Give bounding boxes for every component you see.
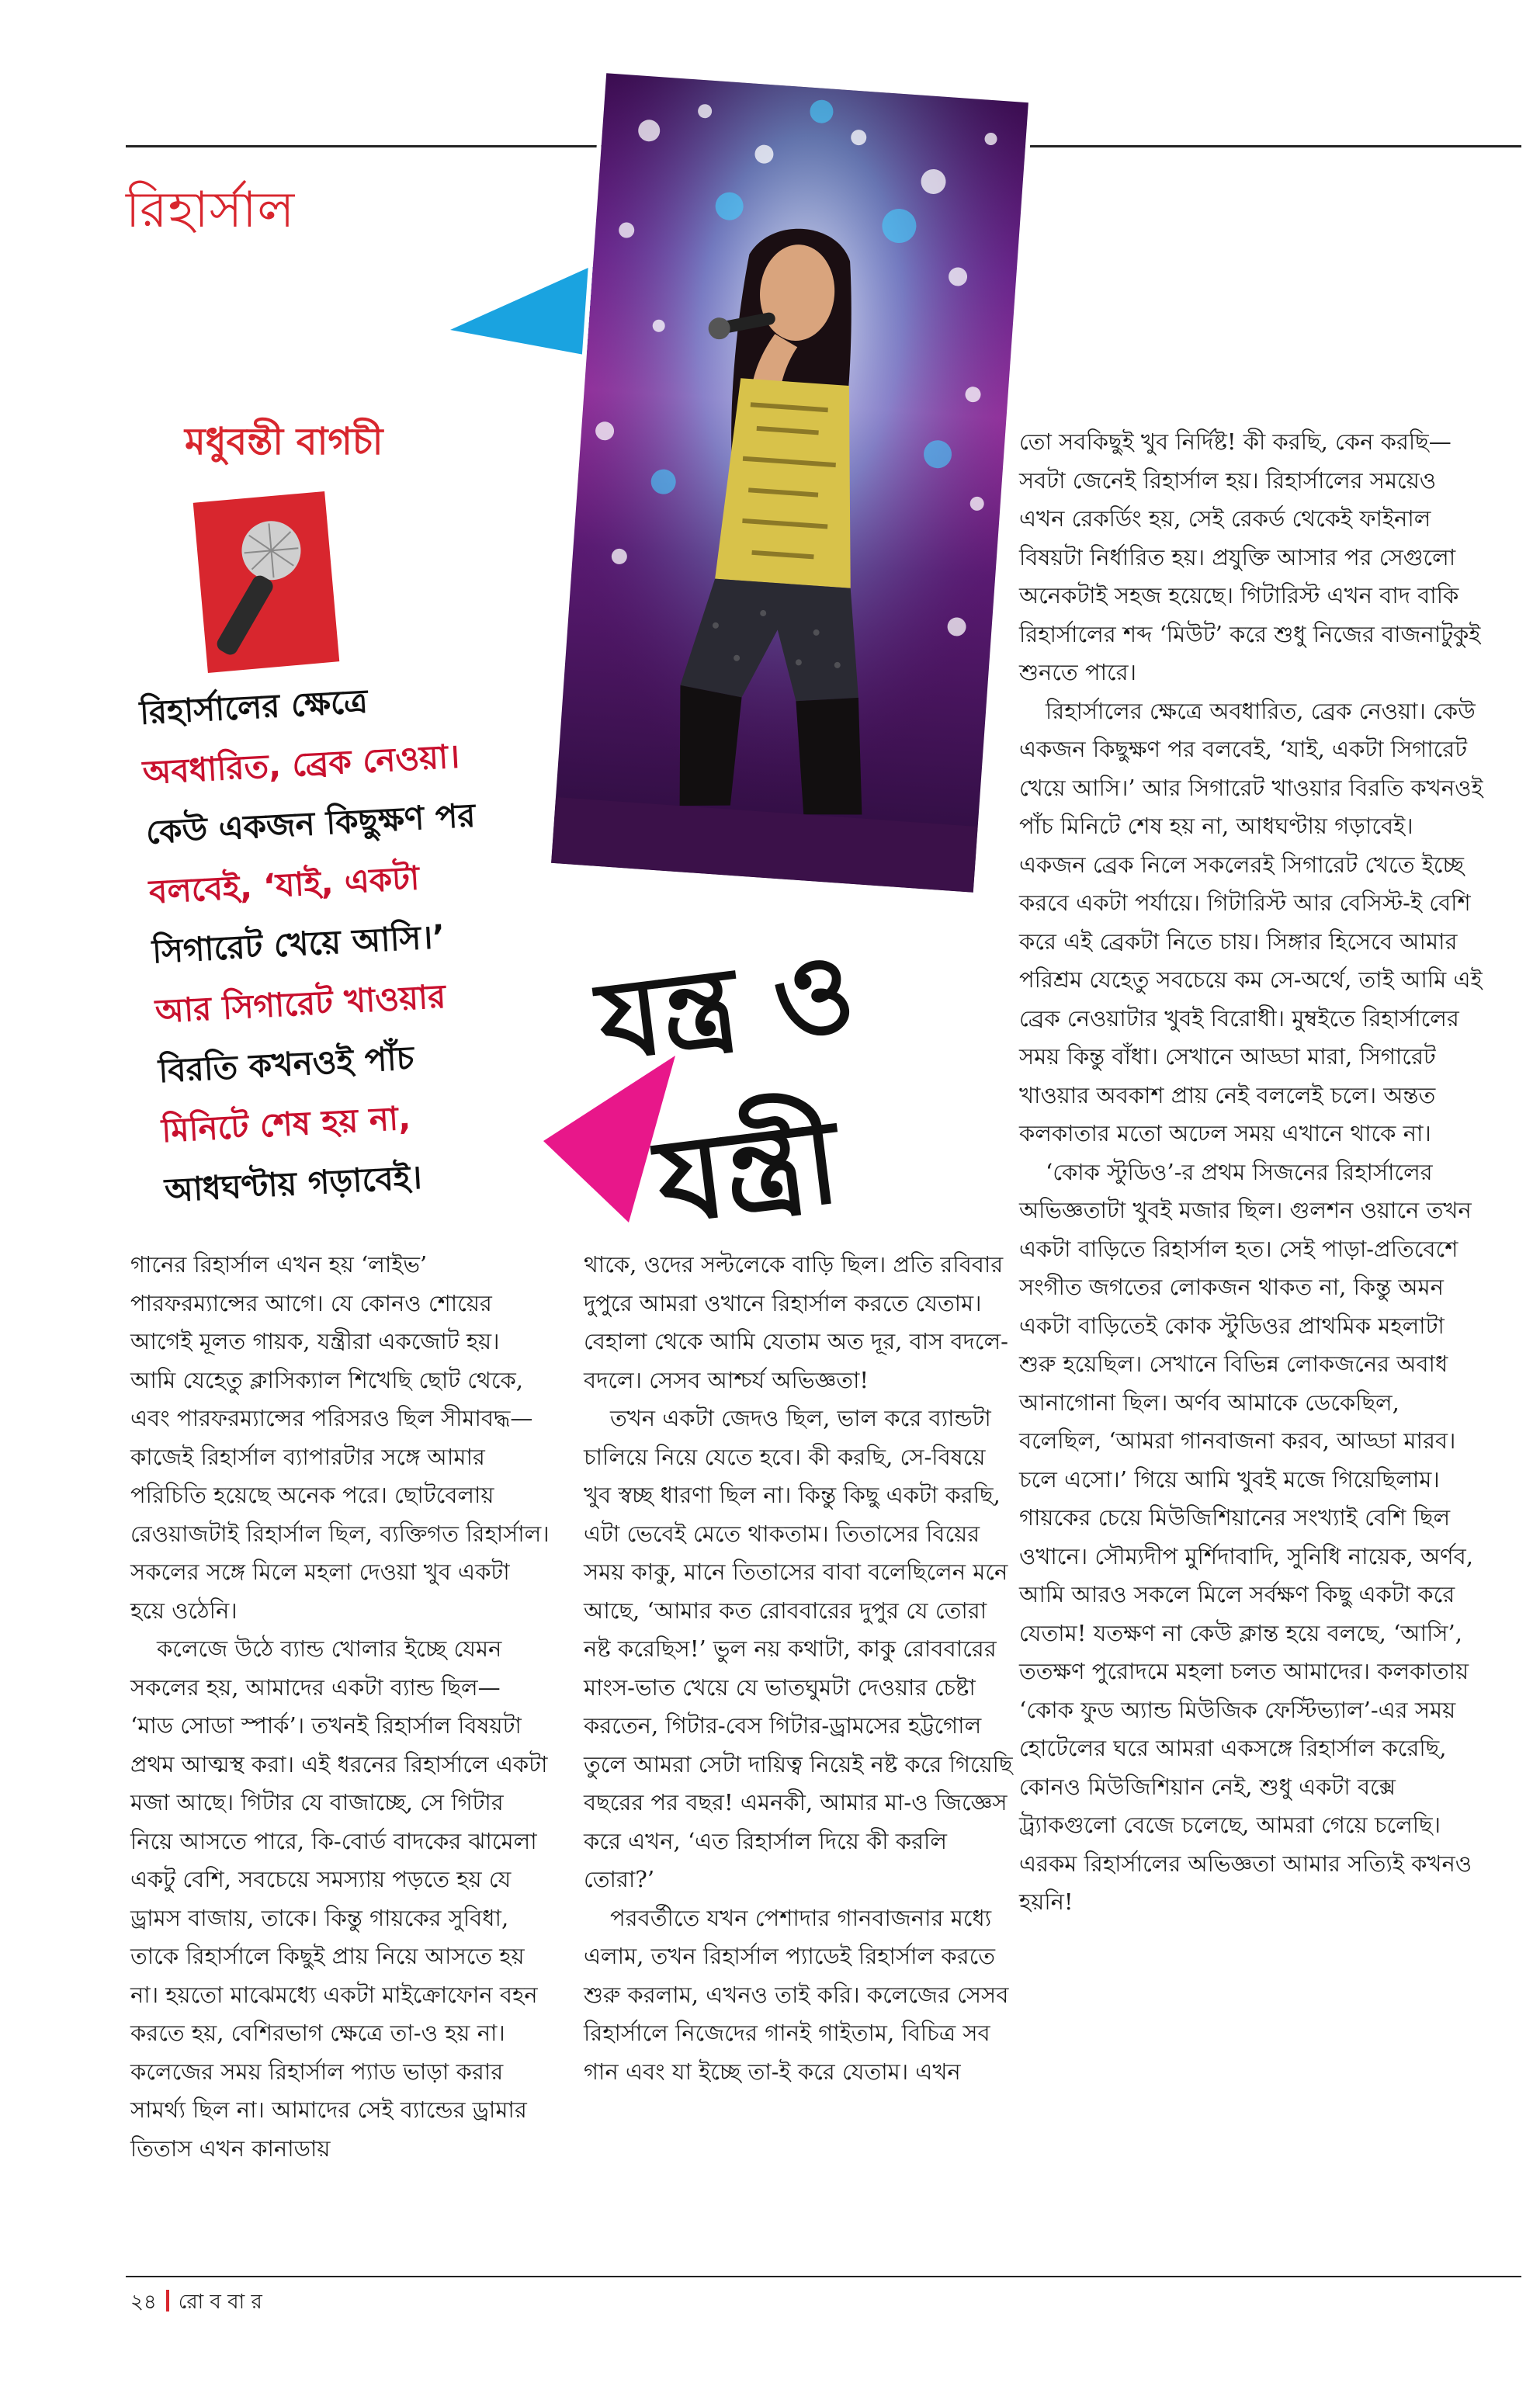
paragraph: তো সবকিছুই খুব নির্দিষ্ট! কী করছি, কেন করছি— সবটা জেনেই রিহার্সাল হয়। রিহার্সালের সময়েও এখন রেকর্ডিং হয়, সেই রেকর্ড থেকেই ফাইনাল বিষয়টা নির্ধারিত হয়। প্রযুক্তি আসার পর সেগুলো অনেকটাই সহজ হয়েছে। গিটারিস্ট এখন বাদ বাকি রিহার্সালের শব্দ ‘মিউট’ করে শুধু নিজের বাজনাটুকুই শুনতে পারে। (1019, 428, 1481, 685)
microphone-icon-box (193, 491, 340, 673)
paragraph: থাকে, ওদের সল্টলেকে বাড়ি ছিল। প্রতি রবিবার দুপুরে আমরা ওখানে রিহার্সাল করতে যেতাম। বেহালা থেকে আমি যেতাম অত দূর, বাস বদলে-বদলে। সেসব আশ্চর্য অভিজ্ঞতা! (584, 1251, 1008, 1393)
paragraph: কলেজে উঠে ব্যান্ড খোলার ইচ্ছে যেমন সকলের হয়, আমাদের একটা ব্যান্ড ছিল— ‘মাড সোডা স্পার্ক’। তখনই রিহার্সাল বিষয়টা প্রথম আত্মস্থ করা। এই ধরনের রিহার্সালে একটা মজা আছে। গিটার যে বাজাচ্ছে, সে গিটার নিয়ে আসতে পারে, কি-বোর্ড বাদকের ঝামেলা একটু বেশি, সবচেয়ে সমস্যায় পড়তে হয় যে ড্রামস বাজায়, তাকে। কিন্তু গায়কের সুবিধা, তাকে রিহার্সালে কিছুই প্রায় নিয়ে আসতে হয় না। হয়তো মাঝেমধ্যে একটা মাইক্রোফোন বহন করতে হয়, বেশিরভাগ ক্ষেত্রে তা-ও হয় না। কলেজের সময় রিহার্সাল প্যাড ভাড়া করার সামর্থ্য ছিল না। আমাদের সেই ব্যান্ডের ড্রামার তিতাস এখন কানাডায় (130, 1635, 548, 2162)
headline-line-1: যন্ত্র ও (591, 928, 862, 1086)
pull-quote-line: আধঘণ্টায় গড়াবেই। (163, 1157, 423, 1210)
paragraph: তখন একটা জেদও ছিল, ভাল করে ব্যান্ডটা চালিয়ে নিয়ে যেতে হবে। কী করছি, সে-বিষয়ে খুব স্বচ্ছ ধারণা ছিল না। কিন্তু কিছু একটা করছি, এটা ভেবেই মেতে থাকতাম। তিতাসের বিয়ের সময় কাকু, মানে তিতাসের বাবা বলেছিলেন মনে আছে, ‘আমার কত রোববারের দুপুর যে তোরা নষ্ট করেছিস!’ ভুল নয় কথাটা, কাকু রোববারের মাংস-ভাত খেয়ে যে ভাতঘুমটা দেওয়ার চেষ্টা করতেন, গিটার-বেস গিটার-ড্রামসের হট্টগোল তুলে আমরা সেটা দায়িত্ব নিয়েই নষ্ট করে গিয়েছি বছরের পর বছর! এমনকী, আমার মা-ও জিজ্ঞেস করে এখন, ‘এত রিহার্সাল দিয়ে কী করলি তোরা?’ (584, 1405, 1013, 1892)
microphone-icon (193, 491, 340, 673)
singer-illustration (551, 73, 1028, 893)
page-number: ২৪ (130, 2291, 157, 2314)
pull-quote-line: বিরতি কখনওই পাঁচ (157, 1039, 415, 1091)
section-label: রিহার্সাল (126, 182, 296, 239)
paragraph: ‘কোক স্টুডিও’-র প্রথম সিজনের রিহার্সালের অভিজ্ঞতাটা খুবই মজার ছিল। গুলশন ওয়ানে তখন একটা বাড়িতে রিহার্সাল হত। সেই পাড়া-প্রতিবেশে সংগীত জগতের লোকজন থাকত না, কিন্তু অমন একটা বাড়িতেই কোক স্টুডিওর প্রাথমিক মহলাটা শুরু হয়েছিল। সেখানে বিভিন্ন লোকজনের অবাধ আনাগোনা ছিল। অর্ণব আমাকে ডেকেছিল, বলেছিল, ‘আমরা গানবাজনা করব, আড্ডা মারব। চলে এসো।’ গিয়ে আমি খুবই মজে গিয়েছিলাম। গায়কের চেয়ে মিউজিশিয়ানের সংখ্যাই বেশি ছিল ওখানে। সৌম্যদীপ মুর্শিদাবাদি, সুনিধি নায়েক, অর্ণব, আমি আরও সকলে মিলে সর্বক্ষণ কিছু একটা করে যেতাম! যতক্ষণ না কেউ ক্লান্ত হয়ে বলছে, ‘আসি’, ততক্ষণ পুরোদমে মহলা চলত আমাদের। কলকাতায় ‘কোক ফুড অ্যান্ড মিউজিক ফেস্টিভ্যাল’-এর সময় হোটেলের ঘরে আমরা একসঙ্গে রিহার্সাল করেছি, কোনও মিউজিশিয়ান নেই, শুধু একটা বক্সে ট্র্যাকগুলো বেজে চলেছে, আমরা গেয়ে চলেছি। এরকম রিহার্সালের অভিজ্ঞতা আমার সত্যিই কখনও হয়নি! (1019, 1158, 1473, 1915)
page-footer (130, 2286, 262, 2320)
publication-name: রো ব বা র (178, 2291, 262, 2314)
pull-quote-line: বলবেই, ‘যাই, একটা (147, 858, 421, 911)
author-name: মধুবন্তী বাগচী (185, 420, 383, 463)
paragraph: গানের রিহার্সাল এখন হয় ‘লাইভ’ পারফরম্যান্সের আগে। যে কোনও শোয়ের আগেই মূলত গায়ক, যন্ত্রীরা একজোট হয়। আমি যেহেতু ক্লাসিক্যাল শিখেছি ছোট থেকে, এবং পারফরম্যান্সের পরিসরও ছিল সীমাবদ্ধ— কাজেই রিহার্সাল ব্যাপারটার সঙ্গে আমার পরিচিতি হয়েছে অনেক পরে। ছোটবেলায় রেওয়াজটাই রিহার্সাল ছিল, ব্যক্তিগত রিহার্সাল। সকলের সঙ্গে মিলে মহলা দেওয়া খুব একটা হয়ে ওঠেনি। (130, 1251, 550, 1624)
pull-quote-line: আর সিগারেট খাওয়ার (154, 976, 447, 1031)
body-column-right (1019, 423, 1485, 1922)
pull-quote-line: সিগারেট খেয়ে আসি।’ (151, 917, 446, 971)
body-column-middle (584, 1246, 1018, 2091)
paragraph: রিহার্সালের ক্ষেত্রে অবধারিত, ব্রেক নেওয়া। কেউ একজন কিছুক্ষণ পর বলবেই, ‘যাই, একটা সিগারেট খেয়ে আসি।’ আর সিগারেট খাওয়ার বিরতি কখনওই পাঁচ মিনিটে শেষ হয় না, আধঘণ্টায় গড়াবেই। একজন ব্রেক নিলে সকলেরই সিগারেট খেতে ইচ্ছে করবে একটা পর্যায়ে। গিটারিস্ট আর বেসিস্ট-ই বেশি করে এই ব্রেকটা নিতে চায়। সিঙ্গার হিসেবে আমার পরিশ্রম যেহেতু সবচেয়ে কম সে-অর্থে, তাই আমি এই ব্রেক নেওয়াটার খুবই বিরোধী। মুম্বইতে রিহার্সালের সময় কিন্তু বাঁধা। সেখানে আড্ডা মারা, সিগারেট খাওয়ার অবকাশ প্রায় নেই বললেই চলে। অন্তত কলকাতার মতো অঢেল সময় এখানে থাকে না। (1019, 697, 1483, 1146)
headline-line-2: যন্ত্রী (650, 1094, 847, 1250)
pull-quote-line: রিহার্সালের ক্ষেত্রে (138, 681, 369, 732)
pull-quote-line: মিনিটে শেষ হয় না, (160, 1098, 412, 1150)
pull-quote-line: কেউ একজন কিছুক্ষণ পর (144, 796, 477, 851)
singer-photo (551, 73, 1028, 893)
paragraph: পরবর্তীতে যখন পেশাদার গানবাজনার মধ্যে এলাম, তখন রিহার্সাল প্যাডেই রিহার্সাল করতে শুরু করলাম, এখনও তাই করি। কলেজের সেসব রিহার্সালে নিজেদের গানই গাইতাম, বিচিত্র সব গান এবং যা ইচ্ছে তা-ই করে যেতাম। এখন (584, 1904, 1009, 2085)
pull-quote-line: অবধারিত, ব্রেক নেওয়া। (141, 737, 461, 792)
footer-separator (166, 2290, 169, 2311)
body-column-left (130, 1246, 550, 2168)
bottom-rule (126, 2276, 1521, 2277)
